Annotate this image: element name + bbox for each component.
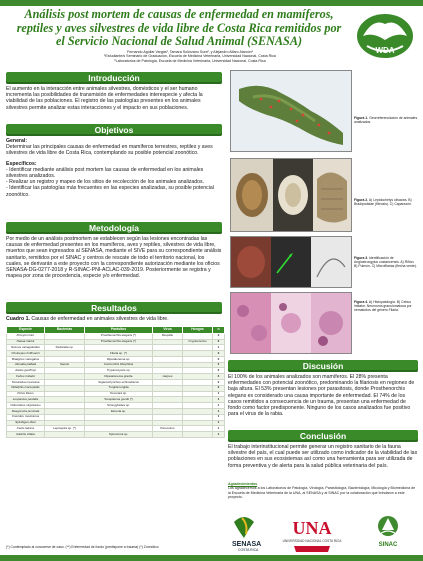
wda-logo-icon (353, 6, 417, 64)
table-header-cell: Hongos (183, 327, 213, 334)
una-logo-sub: UNIVERSIDAD NACIONAL COSTA RICA (282, 539, 342, 543)
table-cell: 1 (213, 345, 225, 351)
una-logo-text: UNA (292, 518, 332, 538)
acknowledgments (228, 482, 418, 500)
figure-3-photos (230, 236, 352, 288)
table-cell: Klebsiella sp. (45, 345, 85, 351)
sinac-logo-text: SINAC (378, 542, 398, 548)
poster-title: Análisis post mortem de causas de enfermedad en mamíferos, reptiles y aves silvestres de vida libre de Costa Rica remitidos por el Servicio Nacional de Salud Animal (SENASA) (16, 7, 342, 48)
figure-4-caption (354, 300, 418, 313)
table-cell: 1 (213, 432, 225, 438)
affiliation-2: ²Laboratorios de Patología, Escuela de Medicina Veterinaria, Universidad Nacional, Costa Rica (114, 58, 266, 63)
table-cell: Dasyprocta punctata (7, 408, 45, 414)
table-cell: Nasua narica (7, 339, 45, 345)
resultados-heading: Resultados (6, 302, 222, 314)
table-cell: Eimeria sp. (85, 408, 153, 414)
table-cell (45, 432, 85, 438)
table-header-cell: n (213, 327, 225, 334)
table-cell: Didelphis marsupialis (7, 385, 45, 391)
objetivo-general-label: General: (6, 138, 28, 144)
senasa-logo-icon (232, 517, 261, 552)
figure-4-caption-text: A) Histopatología. B) Cebus imitator. Neumonía granulomatosa por nematodos del género Filaria. (354, 300, 412, 313)
results-table (6, 326, 225, 438)
objetivo-general-text: Determinar las principales causas de enfermedad en mamíferos terrestres, reptiles y aves silvestres de vida libre de Costa Rica, contemplando su posible potencial zoonótico. (6, 144, 213, 157)
figure-4-photos (230, 292, 352, 354)
conclusion-heading: Conclusión (228, 430, 418, 442)
table-cell: Turgida turgida (85, 385, 153, 391)
objetivos-block (6, 138, 222, 198)
table-header-cell: Parásitos (85, 327, 153, 334)
wda-logo-text: WDA (375, 46, 395, 55)
acknowledgments-label: Agradecimientos (228, 482, 258, 486)
objetivo-especifico-3: - Identificar las patologías más frecuentes en las especies analizadas, su posible potencial zoonótico. (6, 185, 214, 198)
figure-2-photos (230, 158, 352, 232)
affiliation-1: ¹Estudiante/s Seminario de Graduación, Escuela de Medicina Veterinaria, Universidad Nacional, Costa Rica (104, 54, 276, 59)
table-cell: Parvovirus (153, 426, 183, 432)
figure-3-caption-label: Figura 3. (354, 256, 369, 260)
table-cell: Procyon lotor (7, 333, 45, 339)
figure-1-caption (354, 116, 418, 124)
figure-2-caption (354, 198, 418, 206)
table-cell: 3 (213, 351, 225, 357)
author-names: Fernando Aguilar Vargas¹, Tamara Solórzano Sura², y Alejandro Alfaro Alarcón¹ (127, 50, 253, 54)
table-cell: 2 (213, 368, 225, 374)
acknowledgments-text: Los agradecemos a los Laboratorios de Patología, Virología, Parasitología, Bacteriología, Micología y Biomedicina de la Escuela de Medicina Veterinaria de la UNA, al SENASA y al SINAC por la colaboración que brindaron a este proyecto. (228, 486, 416, 500)
una-logo-icon (283, 518, 343, 552)
table-cell: Herpes (153, 374, 183, 380)
table-cell: Alouatta palliata (7, 362, 45, 368)
table-header-cell: Especie (7, 327, 45, 334)
table-cell: Toxoplasma gondii (*) (85, 397, 153, 403)
conclusion-text: El trabajo interinstitucional permite generar un registro sanitario de la fauna silvestre del país, el cual puede ser utilizado como indicador de la viabilidad de las poblaciones en sus ecosistemas así como una herramienta para ser utilizada de forma preventiva y de alerta para la salud pública veterinaria del país. (228, 444, 418, 469)
objetivo-especifico-2: - Realizar un registro y mapeo de los sitios de recolección de los animales analizados. (6, 179, 205, 186)
table-cell: Cryptococcus (183, 339, 213, 345)
table-cell (153, 432, 183, 438)
table-header-cell: Bacterias (45, 327, 85, 334)
table-cell: Gigantorhynchus echinodiscus (85, 380, 153, 386)
objetivo-especifico-1: - Identificar mediante análisis post mortem las causas de enfermedad en los animales silvestres analizados. (6, 166, 204, 180)
table-cell: 1 (213, 426, 225, 432)
table-cell: Toxocara sp. (85, 391, 153, 397)
table-cell (183, 432, 213, 438)
table-cell: 1 (213, 403, 225, 409)
table-cell: Prosthenorchis elegans (*) (85, 339, 153, 345)
table-cell: Canis latrans (7, 426, 45, 432)
table-cell: 1 (213, 408, 225, 414)
discusion-heading: Discusión (228, 360, 418, 372)
table-cell: Leopardus pardalis (7, 397, 45, 403)
table-cell: 1 (213, 414, 225, 420)
table-cell: Ateles geoffroyi (7, 368, 45, 374)
intro-heading: Introducción (6, 72, 222, 84)
table-cell: 1 (213, 397, 225, 403)
table-caption-label: Cuadro 1. (6, 316, 30, 322)
table-cell: Spirocerca sp. (85, 432, 153, 438)
objetivos-heading: Objetivos (6, 124, 222, 136)
authors-block (40, 50, 340, 63)
table-cell: 4 (213, 362, 225, 368)
footer-logos (228, 508, 418, 554)
table-cell: Dipetalonema sp. (85, 356, 153, 362)
table-cell: 1 (213, 420, 225, 426)
intro-text: El aumento en la interacción entre animales silvestres, domésticos y el ser humano incrementa las posibilidades de transmisión de enfermedades interespecie y afecta la viabilidad de las poblaciones. El registro de las patologías presentes en los animales silvestres permite analizar estas interacciones y el impacto en sus poblaciones. (6, 86, 203, 111)
table-footnote: (*) Contemplado al conocerse de caso. (**) Enfermedad de fondo (predispone a trauma) (*) Zoonótico (6, 545, 159, 549)
table-cell: Choloepus hoffmanni (7, 351, 45, 357)
table-caption-text: Causas de enfermedad en animales silvestres de vida libre. (29, 316, 169, 322)
figure-1-map (230, 70, 352, 152)
discusion-text: El 100% de los animales analizados son mamíferos. El 28% presenta enfermedades con potencial zoonótico, predominando la filariosis en regiones de baja altura. El 53% presentan lesiones por parasitosis, donde Prosthenorchis elegans es considerado una causa importante de enfermedad. El 74% de los casos remitidos a consecuencia de un trauma, presentan una enfermedad de fondo como factor predisponente. Ninguno de los casos analizados fue positivo para el virus de la rabia. (228, 374, 415, 418)
objetivos-especificos-label: Específicos: (6, 160, 37, 167)
senasa-logo-sub: COSTA RICA (238, 548, 259, 552)
table-cell: Filaria sp. (*) (85, 351, 153, 357)
table-cell: Tamandua mexicana (7, 380, 45, 386)
table-cell: Sciurus variegatoides (7, 345, 45, 351)
table-row (7, 432, 225, 438)
figure-2-caption-label: Figura 2. (354, 198, 369, 202)
table-cell: Cebus imitator (7, 374, 45, 380)
table-cell: 2 (213, 380, 225, 386)
table-header-row (7, 327, 225, 334)
table-caption (6, 316, 222, 322)
senasa-logo-text: SENASA (232, 541, 262, 548)
table-cell: Sepsis (45, 362, 85, 368)
table-cell: Coendou mexicanus (7, 414, 45, 420)
table-cell: 3 (213, 374, 225, 380)
metodologia-text: Por medio de un análisis postmortem se establecen según las lesiones encontradas las causas de enfermedad presentes en los mamíferos, aves y reptiles, silvestres de vida libre, muertos que sean ingresados al SENASA, mediante el SIVE para su correspondiente análisis sanitario, remitidos por el SINAC y centros de rescate de todo el territorio nacional, los cuales, se derivarán a este proyecto con la correspondiente autorización mediante los oficios SENASA-DG-0277-2018 y R-SINAC-PNI-ACLAC-039-2019. Posteriormente se registra y mapea por zona de procedencia, especie y/o enfermedad. (6, 236, 222, 280)
table-cell: 2 (213, 356, 225, 362)
table-cell: 2 (213, 385, 225, 391)
table-cell: Bradypus variegatus (7, 356, 45, 362)
table-cell: Potos flavus (7, 391, 45, 397)
table-cell: Prosthenorchis elegans (*) (85, 333, 153, 339)
table-cell: 3 (213, 333, 225, 339)
table-cell: Dipetalonema gracile (85, 374, 153, 380)
table-cell: Strongyloides sp. (85, 403, 153, 409)
table-cell: Odocoileus virginianus (7, 403, 45, 409)
figure-3-caption (354, 256, 418, 269)
bottom-band (0, 555, 423, 561)
figure-3-caption-text: Identificación de Angiostrongylus costaricensis. A) Riñón. B) Pulmón. C) Microfilarias (flecha verde). (354, 256, 417, 269)
table-cell: 2 (213, 339, 225, 345)
figure-2-caption-text: A) Lepidochelys olivacea. B) Bradipodidae (fibrosis). C) Caparazón. (354, 198, 412, 207)
table-cell: Leptospira sp. (*) (45, 426, 85, 432)
metodologia-heading: Metodología (6, 222, 222, 234)
table-cell: 1 (213, 391, 225, 397)
figure-1-caption-label: Figura 1. (354, 116, 369, 120)
table-body (7, 333, 225, 437)
figure-1-caption-text: Georreferenciación de animales analizados. (354, 116, 418, 125)
table-cell: Galictis vittata (7, 432, 45, 438)
table-cell: Sylvilagus dicei (7, 420, 45, 426)
table-cell: Trypanoxyuris sp. (85, 368, 153, 374)
figure-4-caption-label: Figura 4. (354, 300, 369, 304)
table-header-cell: Virus (153, 327, 183, 334)
table-cell: Controrchis biliophilus (85, 362, 153, 368)
table-cell: Moquillo (153, 333, 183, 339)
sinac-logo-icon (378, 516, 398, 548)
